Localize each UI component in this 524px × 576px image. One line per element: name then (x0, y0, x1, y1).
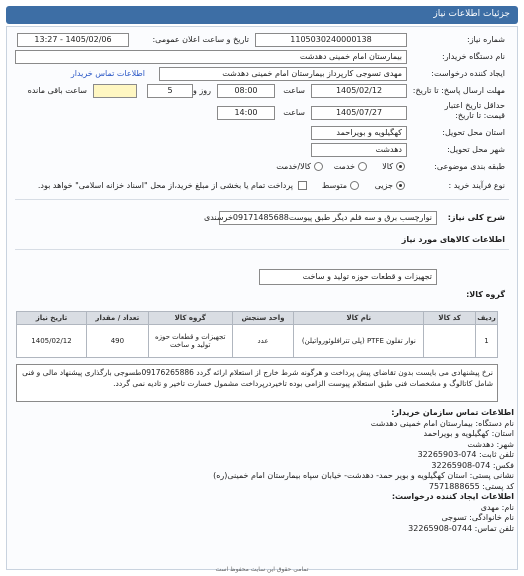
page-title-bar (6, 6, 518, 24)
city-label: شهر محل تحویل: (447, 145, 505, 154)
category-option-goods-service: کالا/خدمت (276, 162, 311, 171)
cell-row-number: 1 (476, 325, 498, 358)
cell-group: تجهیزات و قطعات حوزه تولید و ساخت (148, 325, 232, 358)
col-header-qty: تعداد / مقدار (86, 312, 148, 325)
summary-field: نوارچسب برق و سه فلم دیگر طبق پیوست09171485688خرسندی (219, 211, 437, 225)
buyer-org-label: نام دستگاه خریدار: (442, 52, 505, 61)
reply-time-label: ساعت (283, 86, 305, 95)
buyer-info-line: نشانی پستی: استان کهگیلویه و بویر حمد- دهدشت- خیابان سپاه بیمارستان امام خمینی(ره) (213, 471, 514, 480)
footer-copyright: تمامی حقوق این سایت محفوظ است (215, 566, 309, 573)
buyer-description: نرخ پیشنهادی می بایست بدون تقاضای پیش پرداخت و هرگونه شرط خارج از استعلام ارائه گردد 09176265886طسوجی بارگذاری پیشنهاد مالی و فنی شامل کاتالوگ و مشخصات فنی طبق استعلام پیوست الزامی بوده تاخیردرپرداخت مشمول خسارت تاخیر و تادیه نمی گردد. (16, 364, 498, 402)
cell-unit: عدد (232, 325, 294, 358)
reply-time-field: 08:00 (217, 84, 275, 98)
announce-field: 1405/02/06 - 13:27 (17, 33, 129, 47)
col-header-name: نام کالا (294, 312, 424, 325)
reply-date-field: 1405/02/12 (311, 84, 407, 98)
creator-info-line: نام خانوادگی: تسوجی (441, 513, 514, 522)
remaining-label: ساعت باقی مانده (27, 86, 87, 95)
col-header-code: کد کالا (424, 312, 476, 325)
days-field: 5 (147, 84, 193, 98)
cell-date: 1405/02/12 (17, 325, 87, 358)
treasury-payment-checkbox[interactable] (298, 181, 307, 190)
summary-label: شرح کلی نیاز: (447, 213, 505, 222)
table-row[interactable] (17, 325, 498, 358)
buyer-info-title: اطلاعات تماس سازمان خریدار: (391, 408, 514, 417)
process-option-medium: متوسط (321, 181, 347, 190)
validity-time-label: ساعت (283, 108, 305, 117)
validity-label-1: حداقل تاریخ اعتبار (444, 101, 505, 110)
category-option-service: خدمت (333, 162, 355, 171)
process-option-minor: جزیی (374, 181, 393, 190)
goods-section-title: اطلاعات کالاهای مورد نیاز (401, 235, 505, 244)
buyer-info-line: تلفن ثابت: 074-32265903 (417, 450, 514, 459)
col-header-unit: واحد سنجش (232, 312, 294, 325)
need-number-field: 1105030240000138 (255, 33, 407, 47)
buyer-contact-link[interactable]: اطلاعات تماس خریدار (70, 69, 145, 78)
process-radio-minor[interactable] (396, 181, 405, 190)
payment-note: پرداخت تمام یا بخشی از مبلغ خرید،از محل "اسناد خزانه اسلامی" خواهد بود. (37, 181, 293, 190)
category-radio-goods[interactable] (396, 162, 405, 171)
need-number-label: شماره نیاز: (467, 35, 505, 44)
table-header-row (17, 312, 498, 325)
buyer-info-line: فکس: 074-32265908 (431, 460, 514, 470)
validity-time-field: 14:00 (217, 106, 275, 120)
category-radio-goods-service[interactable] (314, 162, 323, 171)
validity-date-field: 1405/07/27 (311, 106, 407, 120)
process-radio-medium[interactable] (350, 181, 359, 190)
goods-table (16, 311, 498, 358)
creator-info-line: نام: مهدی (480, 502, 514, 512)
buyer-info-line: کد پستی: 7571888655 (428, 481, 514, 491)
goods-group-field: تجهیزات و قطعات حوزه تولید و ساخت (259, 269, 437, 285)
buyer-info-line: استان: کهگیلویه و بویراحمد (423, 429, 514, 438)
cell-code (424, 325, 476, 358)
days-label: روز و (193, 86, 211, 95)
cell-name: نوار تفلون PTFE (پلی تترافلوئورواتیلن) (294, 325, 424, 358)
province-field: کهگیلویه و بویراحمد (311, 126, 407, 140)
creator-info-line: تلفن تماس: 0744-32265908 (408, 523, 514, 533)
city-field: دهدشت (311, 143, 407, 157)
remaining-hours-field (93, 84, 137, 98)
validity-label-2: قیمت: تا تاریخ: (455, 111, 505, 120)
buyer-info-line: شهر: دهدشت (467, 439, 514, 449)
announce-label: تاریخ و ساعت اعلان عمومی: (152, 35, 249, 44)
reply-deadline-label: مهلت ارسال پاسخ: تا تاریخ: (412, 86, 505, 95)
category-option-goods: کالا (382, 162, 393, 171)
separator (15, 199, 509, 200)
cell-qty: 490 (86, 325, 148, 358)
category-label: طبقه بندی موضوعی: (434, 162, 505, 171)
creator-field: مهدی تسوجی کارپرداز بیمارستان امام خمینی دهدشت (159, 67, 407, 81)
buyer-org-field: بیمارستان امام خمینی دهدشت (15, 50, 407, 64)
province-label: استان محل تحویل: (442, 128, 505, 137)
col-header-group: گروه کالا (148, 312, 232, 325)
process-label: نوع فرآیند خرید : (448, 181, 505, 190)
page-title: جزئیات اطلاعات نیاز (433, 9, 510, 19)
creator-label: ایجاد کننده درخواست: (431, 69, 505, 78)
buyer-info-line: نام دستگاه: بیمارستان امام خمینی دهدشت (370, 418, 514, 428)
buyer-info-block (213, 408, 514, 534)
category-radio-service[interactable] (358, 162, 367, 171)
separator (15, 249, 509, 250)
col-header-date: تاریخ نیاز (17, 312, 87, 325)
goods-group-label: گروه کالا: (466, 290, 505, 299)
creator-info-title: اطلاعات ایجاد کننده درخواست: (391, 492, 514, 501)
col-header-row: ردیف (476, 312, 498, 325)
